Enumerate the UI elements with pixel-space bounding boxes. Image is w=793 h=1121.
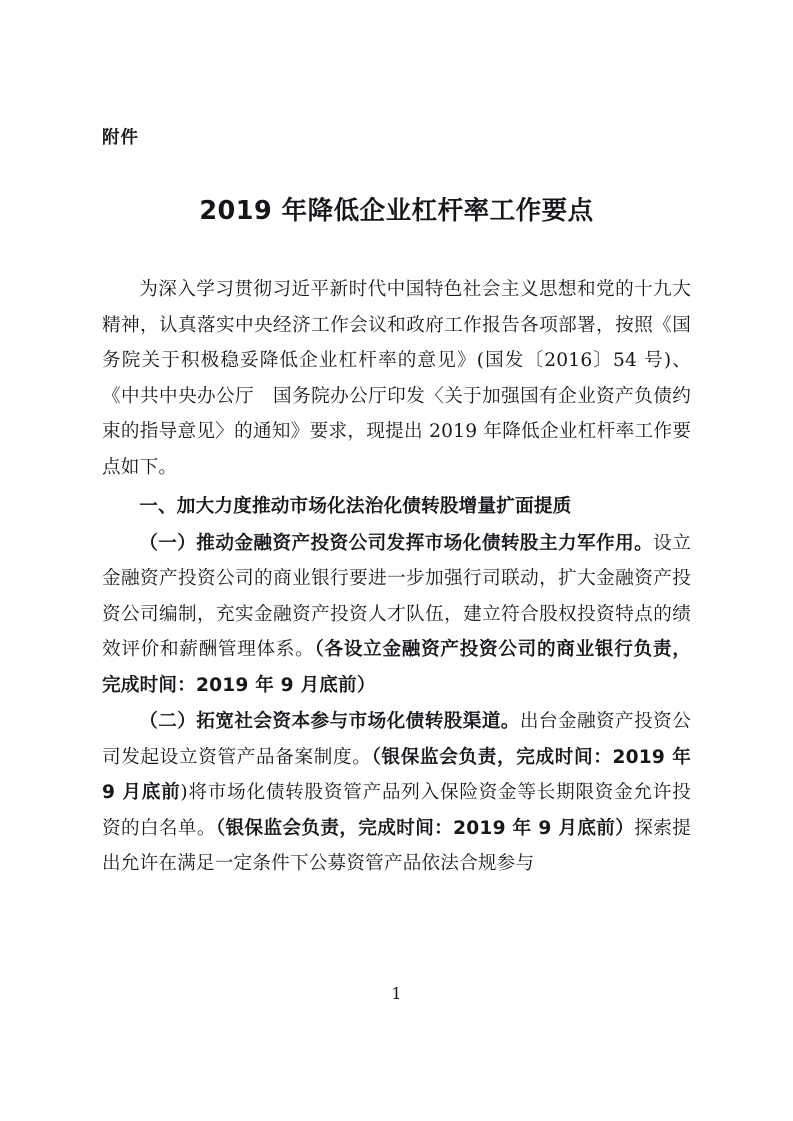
item-2-body-2: )将市场化债转股资管产品列入保险资金等长期限资金允许投资的白名单。 <box>102 782 691 839</box>
intro-paragraph: 为深入学习贯彻习近平新时代中国特色社会主义思想和党的十九大精神，认真落实中央经济工作会议和政府工作报告各项部署，按照《国务院关于积极稳妥降低企业杠杆率的意见》(国发〔2016〕54 号)、《中共中央办公厅 国务院办公厅印发〈关于加强国有企业资产负债约束的指导意见〉的通知》要求，现提出 2019 年降低企业杠杆率工作要点如下。 <box>102 279 691 478</box>
item-2-body-3: 探索提出允许在满足一定条件下公募资管产品依法合规参与 <box>102 817 691 875</box>
item-2-bold-lead: （二）拓宽社会资本参与市场化债转股渠道。 <box>139 711 520 733</box>
section-heading-1: 一、加大力度推动市场化法治化债转股增量扩面提质 <box>139 496 572 518</box>
item-2-body: 出台金融资产投资公司发起设立资管产品备案制度。 <box>102 711 691 768</box>
item-1-bold-tail: （各设立金融资产投资公司的商业银行负责，完成时间：2019 年 9 月底前） <box>102 639 691 696</box>
item-2-bold-mid: （银保监会负责，完成时间：2019 年 9 月底前 <box>102 746 691 804</box>
item-1-body: 设立金融资产投资公司的商业银行要进一步加强行司联动，扩大金融资产投资公司编制，充实金融资产投资人才队伍，建立符合股权投资特点的绩效评价和薪酬管理体系。 <box>102 532 692 661</box>
item-2-bold-tail: （银保监会负责，完成时间：2019 年 9 月底前） <box>215 817 635 839</box>
attachment-label: 附件 <box>102 128 139 148</box>
page-number: 1 <box>391 984 402 1003</box>
item-paragraph-2 <box>102 704 691 882</box>
item-1-bold-lead: （一）推动金融资产投资公司发挥市场化债转股主力军作用。 <box>139 532 654 554</box>
page-title: 2019 年降低企业杠杆率工作要点 <box>199 196 594 226</box>
item-paragraph-1 <box>102 526 691 704</box>
